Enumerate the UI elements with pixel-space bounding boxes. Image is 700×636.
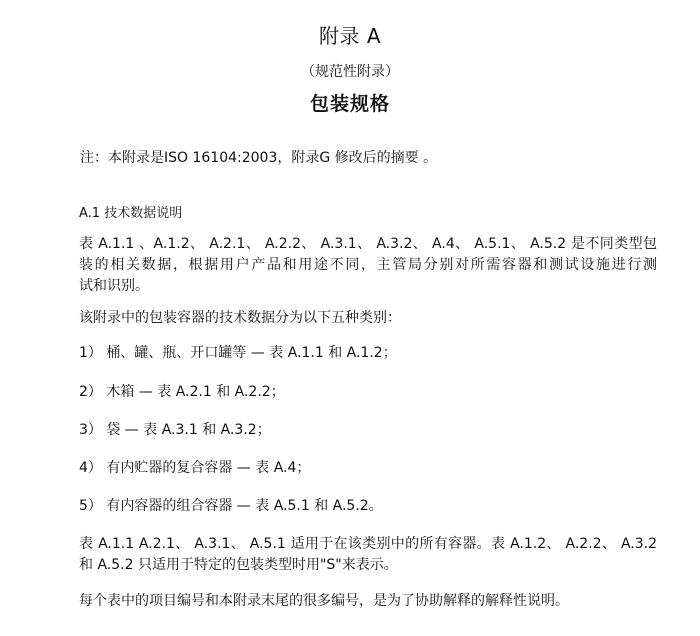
category-item: 2） 木箱 — 表 A.2.1 和 A.2.2； [79, 384, 285, 400]
section-title: A.1 技术数据说明 [79, 206, 183, 221]
paragraph-line: 和 A.5.2 只适用于特定的包装类型时用"S"来表示。 [79, 557, 398, 573]
paragraph-line: 表 A.1.1 A.2.1、 A.3.1、 A.5.1 适用于在该类别中的所有容器。表 A.1.2、 A.2.2、 A.3.2 [79, 536, 657, 552]
appendix-heading: 包装规格 [309, 93, 390, 115]
category-item: 5） 有内容器的组合容器 — 表 A.5.1 和 A.5.2。 [79, 498, 383, 514]
paragraph-categories-intro: 该附录中的包装容器的技术数据分为以下五种类别： [79, 310, 401, 326]
paragraph-table-list [79, 234, 659, 297]
appendix-note: 注：本附录是ISO 16104:2003，附录G 修改后的摘要 。 [80, 150, 438, 166]
paragraph-applicability [79, 534, 659, 576]
category-item: 3） 袋 — 表 A.3.1 和 A.3.2； [79, 422, 271, 438]
category-item: 1） 桶、罐、瓶、开口罐等 — 表 A.1.1 和 A.1.2； [79, 345, 397, 361]
category-item: 4） 有内贮器的复合容器 — 表 A.4； [79, 460, 311, 476]
appendix-subtitle: （规范性附录） [301, 64, 399, 80]
paragraph-explanatory-note: 每个表中的项目编号和本附录末尾的很多编号，是为了协助解释的解释性说明。 [79, 593, 569, 609]
paragraph-line: 装的相关数据，根据用户产品和用途不同，主管局分别对所需容器和测试设施进行测 [79, 257, 657, 273]
paragraph-line: 表 A.1.1 、A.1.2、 A.2.1、 A.2.2、 A.3.1、 A.3.2、 A.4、 A.5.1、 A.5.2 是不同类型包 [79, 236, 657, 252]
paragraph-line: 试和识别。 [79, 278, 149, 294]
appendix-title: 附录 A [318, 24, 382, 48]
